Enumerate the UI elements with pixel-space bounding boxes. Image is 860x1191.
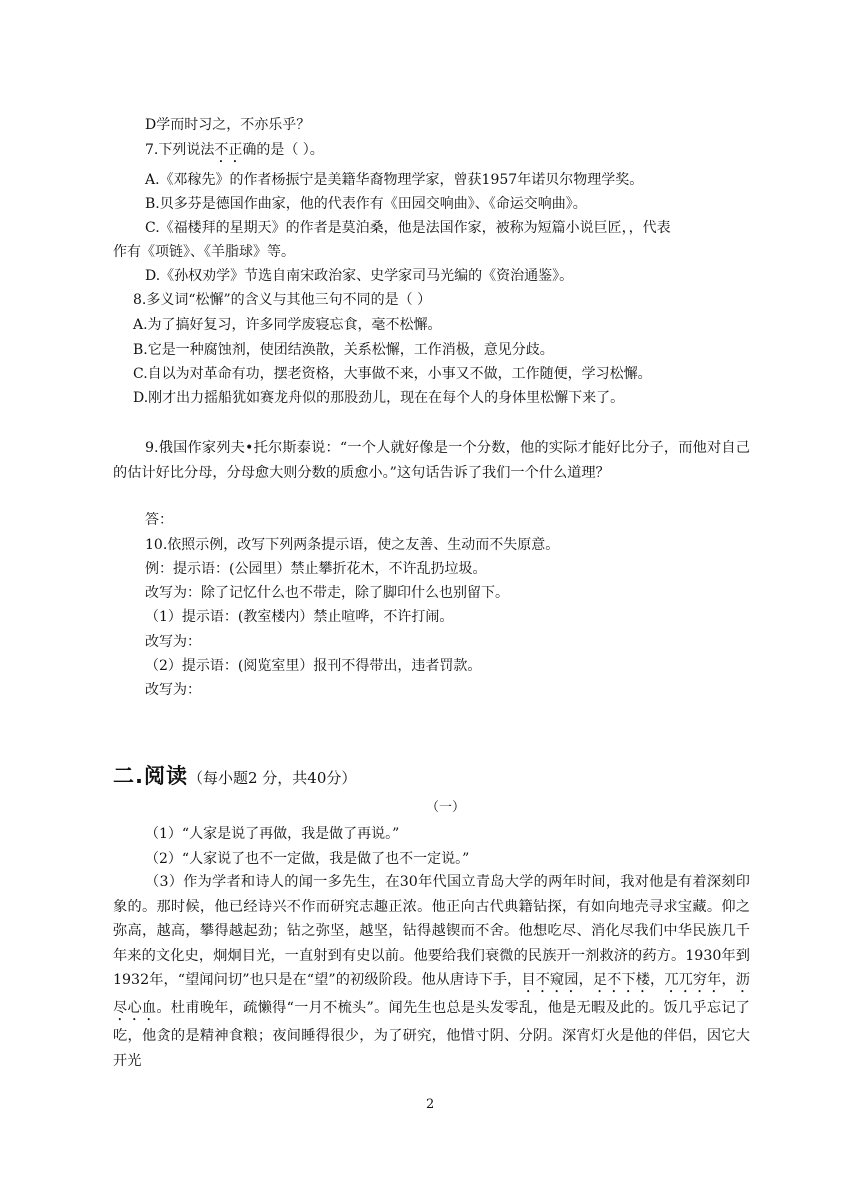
q9-text: 9.俄国作家列夫•托尔斯泰说：“一个人就好像是一个分数，他的实际才能好比分子，而他对自己的估计好比分母，分母愈大则分数的质愈小。”这句话告诉了我们一个什么道理？ — [113, 440, 750, 481]
emphasis-phrase-1: 目不窥园 — [521, 972, 579, 988]
emphasis-phrase-4: 沥尽心血 — [113, 972, 750, 1016]
section-heading — [113, 760, 356, 790]
passage-paragraph-3 — [113, 870, 750, 1073]
q7-option-a: A.《邓稼先》的作者杨振宁是美籍华裔物理学家，曾获1957年诺贝尔物理学奖。 — [145, 172, 644, 188]
q6-option-d: D学而时习之，不亦乐乎？ — [145, 117, 311, 133]
q10-rewrite-2: 改写为： — [145, 682, 201, 698]
emphasis-phrase-3: 兀兀穷年 — [664, 972, 722, 988]
q10-example: 例：提示语：(公园里）禁止攀折花木，不许乱扔垃圾。 — [145, 561, 487, 577]
q8-stem: 8.多义词“松懈”的含义与其他三句不同的是（ ） — [133, 292, 432, 308]
q9-answer-label: 答： — [145, 512, 173, 528]
passage-number: （一） — [426, 800, 466, 815]
passage-paragraph-1: （1）“人家是说了再做，我是做了再说。” — [145, 826, 400, 842]
q7-option-c-line1: C.《福楼拜的星期天》的作者是莫泊桑，他是法国作家，被称为短篇小说巨匠，，代表 — [145, 220, 671, 236]
passage-paragraph-3-part-b: 。杜甫晚年，疏懒得“一月不梳头”。闻先生也总是头发零乱，他是无暇及此的。饭几乎忘记了吃，他贪的是精神食粮；夜间睡得很少，为了研究，他惜寸阴、分阴。深宵灯火是他的伴侣，因它大开光 — [113, 1000, 750, 1069]
separator-3: ， — [721, 972, 736, 988]
q8-option-a: A.为了搞好复习，许多同学废寝忘食，毫不松懈。 — [133, 317, 442, 333]
q8-option-b: B.它是一种腐蚀剂，使团结涣散，关系松懈，工作消极，意见分歧。 — [133, 342, 554, 358]
passage-paragraph-3-part-a: （3）作为学者和诗人的闻一多先生，在30年代国立青岛大学的两年时间，我对他是有着深刻印象的。那时候，他已经诗兴不作而研究志趣正浓。他正向古代典籍钻探，有如向地壳寻求宝藏。仰之弥高，越高，攀得越起劲；钻之弥坚，越坚，钻得越锲而不舍。他想吃尽、消化尽我们中华民族几千年来的文化史，炯炯目光，一直射到有史以前。他要给我们衰微的民族开一剂救济的药方。1930年到1932年，“望闻问切”也只是在“望”的初级阶段。他从唐诗下手， — [113, 874, 750, 988]
q7-option-d: D.《孙权劝学》节选自南宋政治家、史学家司马光编的《资治通鉴》。 — [145, 268, 574, 284]
page-number: 2 — [426, 1097, 435, 1112]
q10-rewrite-1: 改写为： — [145, 634, 201, 650]
q10-item-1: （1）提示语：(教室楼内）禁止喧哗，不许打闹。 — [145, 609, 454, 625]
separator-1: ， — [578, 972, 593, 988]
q7-option-b: B.贝多芬是德国作曲家，他的代表作有《田园交响曲》、《命运交响曲》。 — [145, 196, 587, 212]
section-title: 二.阅读 — [113, 764, 188, 788]
q10-item-2: （2）提示语：(阅览室里）报刊不得带出，违者罚款。 — [145, 658, 482, 674]
passage-paragraph-2: （2）“人家说了也不一定做，我是做了也不一定说。” — [145, 851, 470, 867]
q7-stem-post: 确的是（ ）。 — [242, 142, 324, 158]
q8-option-c: C.自以为对革命有功，摆老资格，大事做不来，小事又不做，工作随便，学习松懈。 — [133, 366, 652, 382]
q8-option-d: D.刚才出力摇船犹如赛龙舟似的那股劲儿，现在在每个人的身体里松懈下来了。 — [133, 390, 625, 406]
q7-option-c-line2: 作有《项链》、《羊脂球》等。 — [113, 244, 295, 260]
q7-stem-emphasis: 不正 — [214, 142, 243, 158]
q7-stem — [145, 140, 324, 166]
separator-2: ， — [650, 972, 665, 988]
q7-stem-pre: 7.下列说法 — [145, 142, 215, 158]
q10-stem: 10.依照示例，改写下列两条提示语，使之友善、生动而不失原意。 — [145, 537, 560, 553]
section-score: （每小题2 分，共40分） — [187, 769, 357, 787]
emphasis-phrase-2: 足不下楼 — [592, 972, 651, 988]
q10-example-rewrite: 改写为：除了记忆什么也不带走，除了脚印什么也别留下。 — [145, 585, 509, 601]
